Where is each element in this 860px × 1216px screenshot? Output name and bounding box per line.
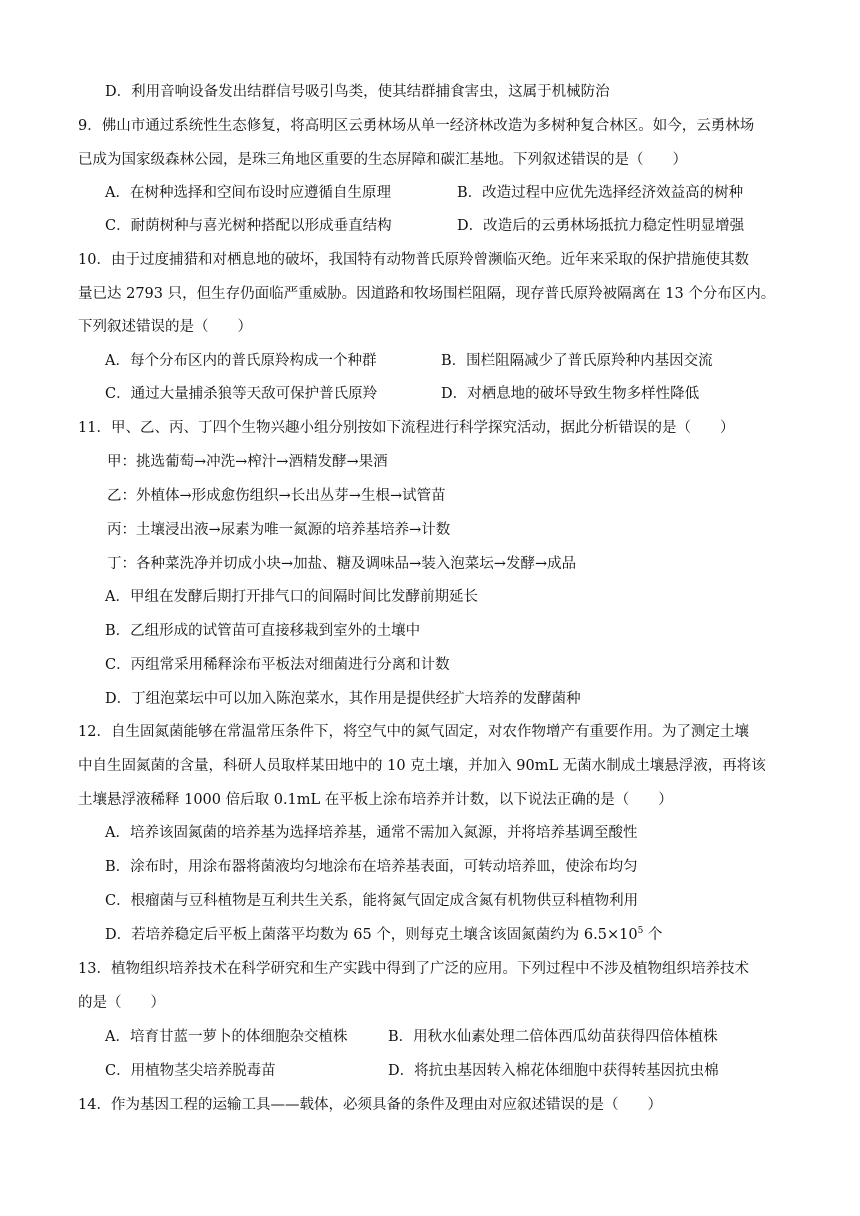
q11-flow-bing: 丙：土壤浸出液→尿素为唯一氮源的培养基培养→计数: [107, 522, 451, 538]
q10-stem-line2: 量已达 2793 只，但生存仍面临严重威胁。因道路和牧场围栏阻隔，现存普氏原羚被隔离在 13 个分布区内。: [78, 286, 776, 302]
q9-option-c: C．耐荫树种与喜光树种搭配以形成垂直结构: [105, 218, 392, 234]
q13-option-d: D．将抗虫基因转入棉花体细胞中获得转基因抗虫棉: [388, 1063, 719, 1079]
q9-option-a: A．在树种选择和空间布设时应遵循自生原理: [105, 185, 391, 201]
q13-option-a: A．培育甘蓝一萝卜的体细胞杂交植株: [105, 1029, 348, 1045]
q10-option-c: C．通过大量捕杀狼等天敌可保护普氏原羚: [105, 386, 378, 402]
q12-option-c: C．根瘤菌与豆科植物是互利共生关系，能将氮气固定成含氮有机物供豆科植物利用: [105, 893, 639, 909]
q8-option-d: D．利用音响设备发出结群信号吸引鸟类，使其结群捕食害虫，这属于机械防治: [105, 84, 610, 100]
q12-option-b: B．涂布时，用涂布器将菌液均匀地涂布在培养基表面，可转动培养皿，使涂布均匀: [105, 859, 638, 875]
q9-option-b: B．改造过程中应优先选择经济效益高的树种: [457, 185, 744, 201]
q11-option-c: C．丙组常采用稀释涂布平板法对细菌进行分离和计数: [105, 657, 450, 673]
q9-stem-line2: 已成为国家级森林公园，是珠三角地区重要的生态屏障和碳汇基地。下列叙述错误的是（ ）: [78, 152, 687, 168]
q9-stem-line1: 9．佛山市通过系统性生态修复，将高明区云勇林场从单一经济林改造为多树种复合林区。如今，云勇林场: [78, 118, 755, 134]
q12-stem-line1: 12．自生固氮菌能够在常温常压条件下，将空气中的氮气固定，对农作物增产有重要作用。为了测定土壤: [78, 724, 749, 740]
q14-stem-line1: 14．作为基因工程的运输工具——载体，必须具备的条件及理由对应叙述错误的是（ ）: [78, 1097, 662, 1113]
q10-option-b: B．围栏阻隔减少了普氏原羚种内基因交流: [441, 353, 713, 369]
q11-flow-ding: 丁：各种菜洗净并切成小块→加盐、糖及调味品→装入泡菜坛→发酵→成品: [107, 556, 577, 572]
q11-flow-yi: 乙：外植体→形成愈伤组织→长出丛芽→生根→试管苗: [107, 488, 446, 504]
q13-option-b: B．用秋水仙素处理二倍体西瓜幼苗获得四倍体植株: [388, 1029, 718, 1045]
q13-option-c: C．用植物茎尖培养脱毒苗: [105, 1063, 276, 1079]
q13-stem-line2: 的是（ ）: [78, 995, 165, 1011]
q13-stem-line1: 13．植物组织培养技术在科学研究和生产实践中得到了广泛的应用。下列过程中不涉及植物组织培养技术: [78, 961, 749, 977]
q11-flow-jia: 甲：挑选葡萄→冲洗→榨汁→酒精发酵→果酒: [107, 454, 388, 470]
q10-option-a: A．每个分布区内的普氏原羚构成一个种群: [105, 353, 377, 369]
q9-option-d: D．改造后的云勇林场抵抗力稳定性明显增强: [457, 218, 745, 234]
q11-option-b: B．乙组形成的试管苗可直接移栽到室外的土壤中: [105, 623, 421, 639]
q10-stem-line3: 下列叙述错误的是（ ）: [78, 319, 252, 335]
q12-option-d-exponent: 5: [637, 926, 644, 937]
q12-option-a: A．培养该固氮菌的培养基为选择培养基，通常不需加入氮源，并将培养基调至酸性: [105, 825, 638, 841]
q12-option-d-tail: 个: [643, 927, 663, 943]
q12-stem-line2: 中自生固氮菌的含量，科研人员取样某田地中的 10 克土壤，并加入 90mL 无菌水制成土壤悬浮液，再将该: [78, 758, 766, 774]
q10-option-d: D．对栖息地的破坏导致生物多样性降低: [441, 386, 700, 402]
q11-stem-line1: 11．甲、乙、丙、丁四个生物兴趣小组分别按如下流程进行科学探究活动，据此分析错误的是（ ）: [78, 420, 735, 436]
q11-option-d: D．丁组泡菜坛中可以加入陈泡菜水，其作用是提供经扩大培养的发酵菌种: [105, 691, 581, 707]
q12-option-d-main: D．若培养稳定后平板上菌落平均数为 65 个，则每克土壤含该固氮菌约为 6.5×10: [105, 927, 638, 943]
q11-option-a: A．甲组在发酵后期打开排气口的间隔时间比发酵前期延长: [105, 589, 478, 605]
q10-stem-line1: 10．由于过度捕猎和对栖息地的破坏，我国特有动物普氏原羚曾濒临灭绝。近年来采取的保护措施使其数: [78, 252, 749, 268]
q12-option-d: [105, 925, 662, 945]
q12-stem-line3: 土壤悬浮液稀释 1000 倍后取 0.1mL 在平板上涂布培养并计数，以下说法正确的是（ ）: [78, 792, 673, 808]
